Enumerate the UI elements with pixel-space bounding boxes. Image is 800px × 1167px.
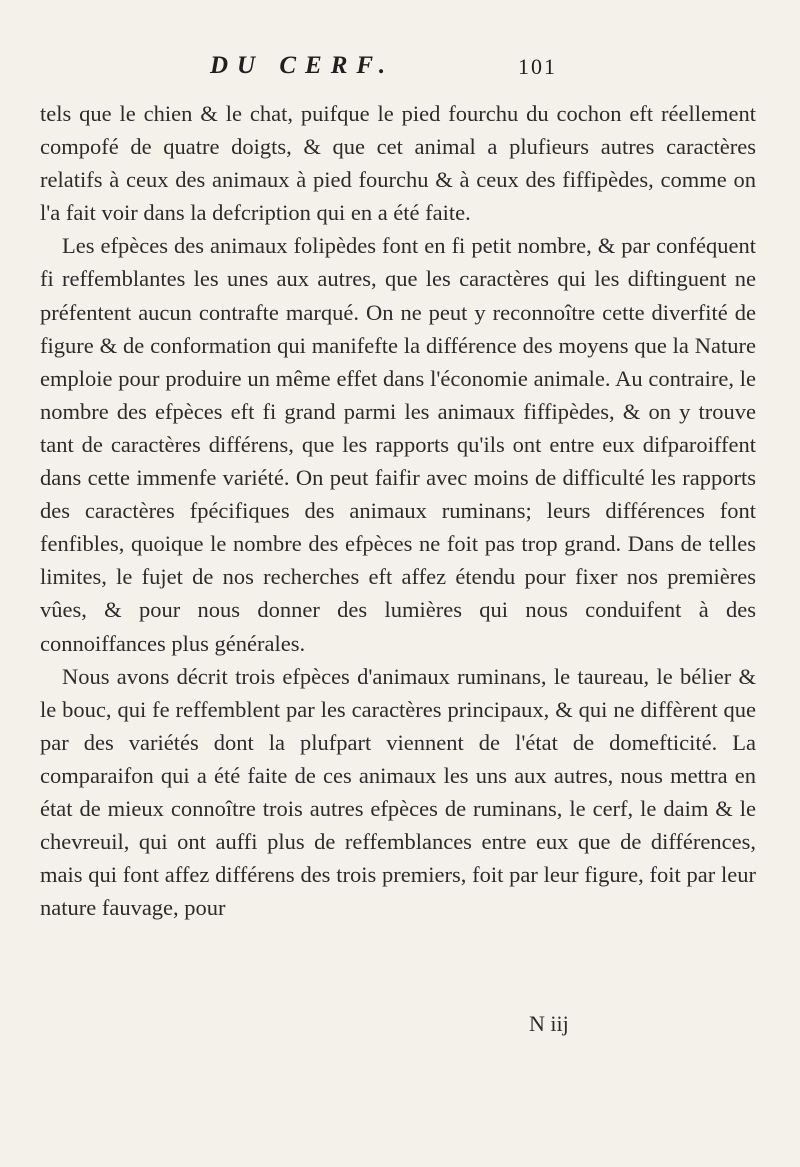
- page-number: 101: [518, 54, 557, 79]
- paragraph-continued: tels que le chien & le chat, puifque le pied fourchu du cochon eft réellement compofé de quatre doigts, & que cet animal a plufieurs autres caractères relatifs à ceux des animaux à pied fourchu & à ceux des fiffipèdes, comme on l'a fait voir dans la defcription qui en a été faite.: [40, 101, 756, 226]
- signature-mark: N iij: [529, 1011, 569, 1036]
- body-text: [40, 97, 756, 924]
- paragraph-solipedes: Les efpèces des animaux folipèdes font en fi petit nombre, & par conféquent fi reffemblantes les unes aux autres, que les caractères qui les diftinguent ne préfentent aucun contrafte marqué. On ne peut y reconnoître cette diverfité de figure & de conformation qui manifefte la différence des moyens que la Nature emploie pour produire un même effet dans l'économie animale. Au contraire, le nombre des efpèces eft fi grand parmi les animaux fiffipèdes, & on y trouve tant de caractères différens, que les rapports qu'ils ont entre eux difparoiffent dans cette immenfe variété. On peut faifir avec moins de difficulté les rapports des caractères fpécifiques des animaux ruminans; leurs différences font fenfibles, quoique le nombre des efpèces ne foit pas trop grand. Dans de telles limites, le fujet de nos recherches eft affez étendu pour fixer nos premières vûes, & pour nous donner des lumières qui nous conduifent à des connoiffances plus générales.: [40, 233, 756, 656]
- page-header: [200, 52, 660, 92]
- running-head: DU CERF.: [210, 52, 395, 79]
- paragraph-ruminans: Nous avons décrit trois efpèces d'animaux ruminans, le taureau, le bélier & le bouc, qui fe reffemblent par les caractères principaux, & qui ne diffèrent que par des variétés dont la plufpart viennent de l'état de domefticité. La comparaifon qui a été faite de ces animaux les uns aux autres, nous mettra en état de mieux connoître trois autres efpèces de ruminans, le cerf, le daim & le chevreuil, qui ont auffi plus de reffemblances entre eux que de différences, mais qui font affez différens des trois premiers, foit par leur figure, foit par leur nature fauvage, pour: [40, 663, 756, 921]
